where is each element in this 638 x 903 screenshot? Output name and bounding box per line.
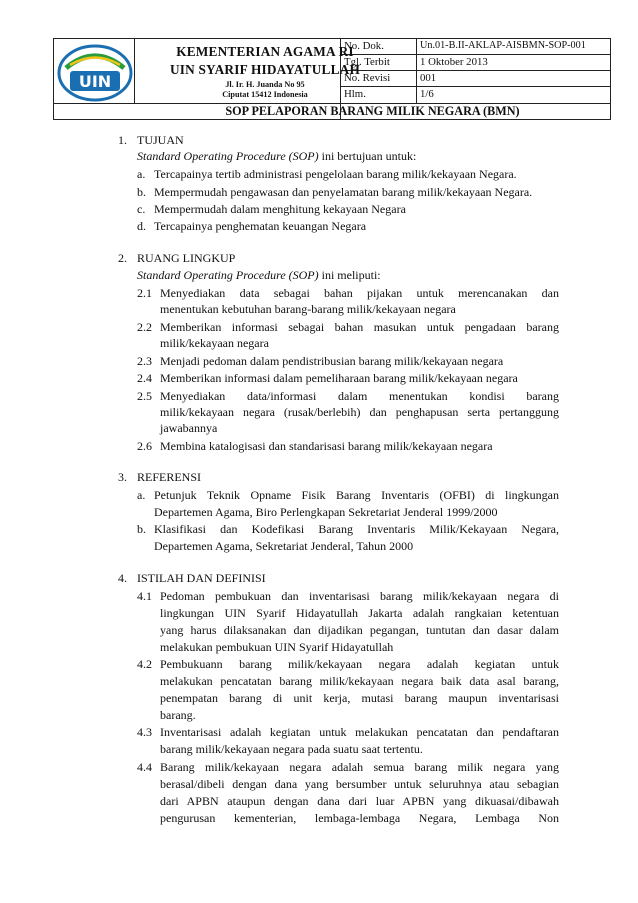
list-item-line: Membina katalogisasi dan standarisasi barang milik/kekayaan negara bbox=[160, 439, 493, 453]
list-item-line: lingkungan UIN Syarif Hidayatullah Jakarta adalah rangkaian ketentuan bbox=[160, 606, 559, 620]
meta-key-issue-date: Tgl. Terbit bbox=[344, 56, 390, 68]
section-1-number: 1. bbox=[118, 133, 127, 147]
list-item-line: Memberikan informasi sebagai bahan masukan untuk pengadaan barang bbox=[160, 320, 559, 334]
section-3-heading: REFERENSI bbox=[137, 470, 202, 484]
list-item-line: Menyediakan data/informasi dalam menentukan kondisi barang bbox=[160, 389, 559, 403]
list-item-text: Tercapainya penghematan keuangan Negara bbox=[154, 219, 367, 233]
list-item-line: milik/kekayaan negara bbox=[160, 336, 269, 350]
list-item-line: pengurusan kementerian, lembaga-lembaga Negara, Lembaga Non bbox=[160, 811, 559, 825]
list-label: 4.2 bbox=[137, 657, 152, 671]
list-item-line: Pedoman pembukuan dan inventarisasi barang milik/kekayaan negara di bbox=[160, 589, 559, 603]
list-label: 2.1 bbox=[137, 286, 152, 300]
logo-text: UIN bbox=[78, 72, 112, 91]
section-2-intro: Standard Operating Procedure (SOP) ini meliputi: bbox=[137, 268, 381, 282]
list-item-line: yang harus dilaksanakan dan dijadikan pegangan, tuntutan dan dasar dalam bbox=[160, 623, 559, 637]
list-label: b. bbox=[137, 185, 146, 199]
list-item-line: melakukan pencatatan barang milik/kekayaan negara baik data asal barang, bbox=[160, 674, 559, 688]
list-item-text: Tercapainya tertib administrasi pengelolaan barang milik/kekayaan Negara. bbox=[154, 167, 517, 181]
meta-value-doc-no: Un.01-B.II-AKLAP-AISBMN-SOP-001 bbox=[420, 40, 586, 51]
list-item-text: Mempermudah pengawasan dan penyelamatan barang milik/kekayaan Negara. bbox=[154, 185, 533, 199]
meta-value-issue-date: 1 Oktober 2013 bbox=[420, 56, 488, 68]
list-label: 2.2 bbox=[137, 320, 152, 334]
list-label: c. bbox=[137, 202, 146, 216]
meta-key-page: Hlm. bbox=[344, 88, 366, 100]
section-4-heading: ISTILAH DAN DEFINISI bbox=[137, 571, 266, 585]
uin-logo bbox=[56, 42, 134, 104]
sop-title: SOP PELAPORAN BARANG MILIK NEGARA (BMN) bbox=[225, 104, 520, 118]
list-item-line: barang. bbox=[160, 708, 196, 722]
list-item-line: menentukan kebutuhan barang-barang milik/kekayaan negara bbox=[160, 302, 456, 316]
address-line1: Jl. Ir. H. Juanda No 95 bbox=[225, 80, 305, 89]
section-3-number: 3. bbox=[118, 470, 127, 484]
list-item-text: Mempermudah dalam menghitung kekayaan Negara bbox=[154, 202, 406, 216]
document-header-table bbox=[53, 38, 611, 120]
list-item-line: Klasifikasi dan Kodefikasi Barang Inventaris Milik/Kekayaan Negara, bbox=[154, 522, 559, 536]
list-item-line: Menyediakan data sebagai bahan pijakan untuk merencanakan dan bbox=[160, 286, 559, 300]
list-item-line: Inventarisasi adalah kegiatan untuk melakukan pencatatan dan pendaftaran bbox=[160, 725, 559, 739]
meta-key-doc-no: No. Dok. bbox=[344, 40, 384, 52]
section-1-heading: TUJUAN bbox=[137, 133, 184, 147]
meta-value-page: 1/6 bbox=[420, 88, 434, 100]
list-label: a. bbox=[137, 488, 146, 502]
list-item-line: Departemen Agama, Biro Perlengkapan Sekretariat Jenderal 1999/2000 bbox=[154, 505, 498, 519]
institution-name-line2: UIN SYARIF HIDAYATULLAH bbox=[169, 62, 361, 77]
list-label: 2.5 bbox=[137, 389, 152, 403]
list-label: b. bbox=[137, 522, 146, 536]
meta-value-revision: 001 bbox=[420, 72, 437, 84]
list-label: d. bbox=[137, 219, 146, 233]
meta-key-revision: No. Revisi bbox=[344, 72, 391, 84]
section-1-intro: Standard Operating Procedure (SOP) ini bertujuan untuk: bbox=[137, 149, 417, 163]
list-item-line: melakukan pembukuan UIN Syarif Hidayatullah bbox=[160, 640, 394, 654]
section-2-heading: RUANG LINGKUP bbox=[137, 251, 236, 265]
list-item-line: Pembukuann barang milik/kekayaan negara adalah kegiatan untuk bbox=[160, 657, 559, 671]
list-label: 2.6 bbox=[137, 439, 152, 453]
address-line2: Ciputat 15412 Indonesia bbox=[222, 90, 308, 99]
list-label: 4.4 bbox=[137, 760, 152, 774]
list-item-line: Departemen Agama, Sekretariat Jenderal, Tahun 2000 bbox=[154, 539, 414, 553]
list-item-line: dari APBN ataupun dengan dana dari luar APBN yang dikuasai/dibawah bbox=[160, 794, 559, 808]
list-item-line: Memberikan informasi dalam pemeliharaan barang milik/kekayaan negara bbox=[160, 371, 518, 385]
list-item-line: barang milik/kekayaan negara pada suatu saat tertentu. bbox=[160, 742, 423, 756]
list-item-line: berasal/dibeli dengan dana yang bersumber untuk seluruhnya atau sebagian bbox=[160, 777, 559, 791]
list-label: 2.4 bbox=[137, 371, 152, 385]
list-item-line: Barang milik/kekayaan negara adalah semua barang milik negara yang bbox=[160, 760, 559, 774]
list-item-line: Petunjuk Teknik Opname Fisik Barang Inventaris (OFBI) di lingkungan bbox=[154, 488, 559, 502]
list-label: a. bbox=[137, 167, 146, 181]
list-item-line: penempatan barang di unit kerja, mutasi barang maupun inventarisasi bbox=[160, 691, 559, 705]
list-item-line: Menjadi pedoman dalam pendistribusian barang milik/kekayaan negara bbox=[160, 354, 504, 368]
list-label: 4.3 bbox=[137, 725, 152, 739]
list-item-line: milik/kekayaan negara (rusak/berlebih) dan penghapusan serta pertanggung bbox=[160, 405, 559, 419]
section-4-number: 4. bbox=[118, 571, 127, 585]
section-2-number: 2. bbox=[118, 251, 127, 265]
list-label: 2.3 bbox=[137, 354, 152, 368]
list-item-line: jawabannya bbox=[160, 421, 218, 435]
list-label: 4.1 bbox=[137, 589, 152, 603]
institution-name-line1: KEMENTERIAN AGAMA RI bbox=[176, 44, 354, 59]
